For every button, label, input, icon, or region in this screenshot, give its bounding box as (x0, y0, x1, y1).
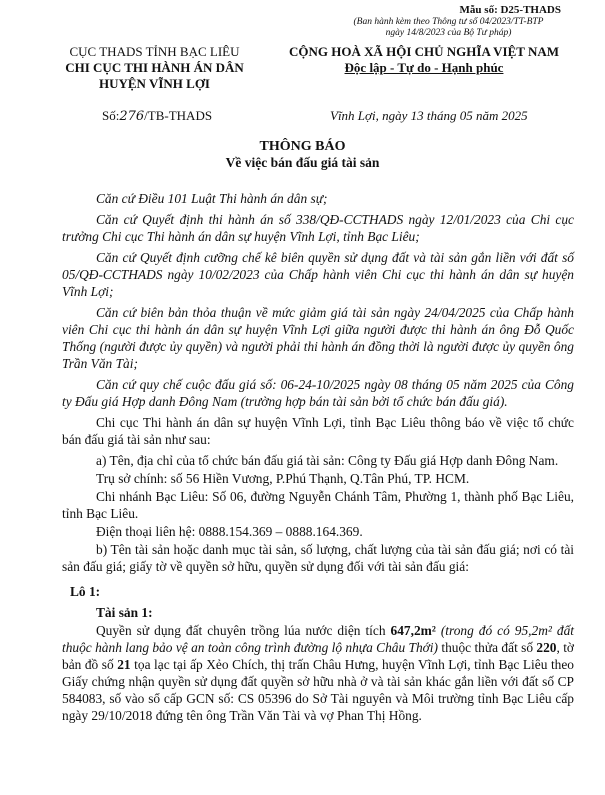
doc-number-suffix: /TB-THADS (144, 108, 213, 123)
legal-ground: Căn cứ biên bản thỏa thuận về mức giảm giá tài sản ngày 24/04/2025 của Chấp hành viên Chi cục thi hành án dân sự huyện Vĩnh Lợi giữa người được thi hành án ông Đỗ Quốc Thống (người được ủy quyền) và người phải thi hành án đồng thời là người được ủy quyền ông Trần Văn Tài; (62, 305, 574, 371)
form-note (336, 17, 561, 39)
agency-line-1: CỤC THADS TỈNH BẠC LIÊU (69, 44, 240, 59)
asset-text: tọa lạc tại ấp Xẻo Chích, thị trấn Châu Hưng, huyện Vĩnh Lợi, tỉnh Bạc Liêu theo Giấy chứng nhận quyền sử dụng đất quyền sở hữu nhà ở và tài sản khác gắn liền với đất số CP 584083, số vào sổ cấp GCN số: CS 05396 do Sở Tài nguyên và Môi trường tỉnh Bạc Liêu cấp ngày 29/10/2018 đứng tên ông Trần Văn Tài và vợ Phan Thị Hồng. (62, 657, 574, 723)
intro-paragraph: Chi cục Thi hành án dân sự huyện Vĩnh Lợi, tỉnh Bạc Liêu thông báo về việc tổ chức bán đấu giá tài sản như sau: (62, 415, 574, 447)
asset-text: thuộc thửa đất số (438, 640, 537, 655)
section-b: b) Tên tài sản hoặc danh mục tài sản, số lượng, chất lượng của tài sản đấu giá; nơi có tài sản đấu giá; giấy tờ về quyền sở hữu, quyền sử dụng đối với tài sản đấu giá: (62, 542, 574, 574)
asset-description (62, 622, 574, 724)
legal-ground: Căn cứ quy chế cuộc đấu giá số: 06-24-10/2025 ngày 08 tháng 05 năm 2025 của Công ty Đấu giá Hợp danh Đông Nam (trường hợp bán tài sản bởi tổ chức bán đấu giá). (62, 377, 574, 409)
legal-ground: Căn cứ Quyết định thi hành án số 338/QĐ-CCTHADS ngày 12/01/2023 của Chi cục trưởng Chi cục Thi hành án dân sự huyện Vĩnh Lợi, tỉnh Bạc Liêu; (62, 212, 574, 244)
head-office: Trụ sở chính: số 56 Hiền Vương, P.Phú Thạnh, Q.Tân Phú, TP. HCM. (96, 471, 470, 486)
asset-text: , tờ bản đồ số (62, 640, 575, 672)
form-note-line: ngày 14/8/2023 của Bộ Tư pháp) (385, 28, 512, 38)
nation-name: CỘNG HOÀ XÃ HỘI CHỦ NGHĨA VIỆT NAM (288, 44, 560, 59)
document-body (62, 190, 574, 728)
issuing-agency (42, 44, 267, 92)
asset-label: Tài sản 1: (96, 605, 153, 620)
document-subtitle: Về việc bán đấu giá tài sản (225, 155, 380, 170)
agency-line-2: CHI CỤC THI HÀNH ÁN DÂN (65, 60, 244, 75)
contact-phone: Điện thoại liên hệ: 0888.154.369 – 0888.164.369. (96, 524, 363, 539)
asset-text: Quyền sử dụng đất chuyên trồng lúa nước diện tích (96, 623, 391, 638)
place-and-date: Vĩnh Lợi, ngày 13 tháng 05 năm 2025 (330, 108, 528, 123)
document-number (102, 108, 212, 124)
asset-text-italic: (trong đó có 95,2m² đất thuộc hành lang bảo vệ an toàn công trình đường lộ nhựa Châu Thới) (62, 623, 574, 655)
lot-label: Lô 1: (70, 584, 101, 599)
section-a: a) Tên, địa chỉ của tổ chức bán đấu giá tài sản: Công ty Đấu giá Hợp danh Đông Nam. (96, 453, 559, 468)
doc-number-prefix: Số: (102, 108, 120, 123)
parcel-number: 220 (536, 640, 557, 655)
form-note-line: (Ban hành kèm theo Thông tư số 04/2023/TT-BTP (353, 17, 544, 27)
legal-ground: Căn cứ Quyết định cưỡng chế kê biên quyền sử dụng đất và tài sản gắn liền với đất số 05/QĐ-CCTHADS ngày 10/02/2023 của Chấp hành viên Chi cục thi hành án dân sự huyện Vĩnh Lợi; (62, 250, 574, 299)
national-motto: Độc lập - Tự do - Hạnh phúc (344, 60, 504, 75)
agency-line-3: HUYỆN VĨNH LỢI (98, 76, 210, 91)
map-sheet-number: 21 (117, 657, 131, 672)
doc-number-handwritten: 276 (119, 109, 145, 124)
branch-office: Chi nhánh Bạc Liêu: Số 06, đường Nguyễn Chánh Tâm, Phường 1, thành phố Bạc Liêu, tỉnh Bạc Liêu. (62, 489, 574, 521)
legal-ground: Căn cứ Điều 101 Luật Thi hành án dân sự; (96, 191, 328, 206)
form-number: Mẫu số: D25-THADS (459, 4, 561, 16)
asset-area: 647,2m² (390, 623, 436, 638)
national-header (274, 44, 574, 76)
document-title: THÔNG BÁO (259, 139, 346, 154)
